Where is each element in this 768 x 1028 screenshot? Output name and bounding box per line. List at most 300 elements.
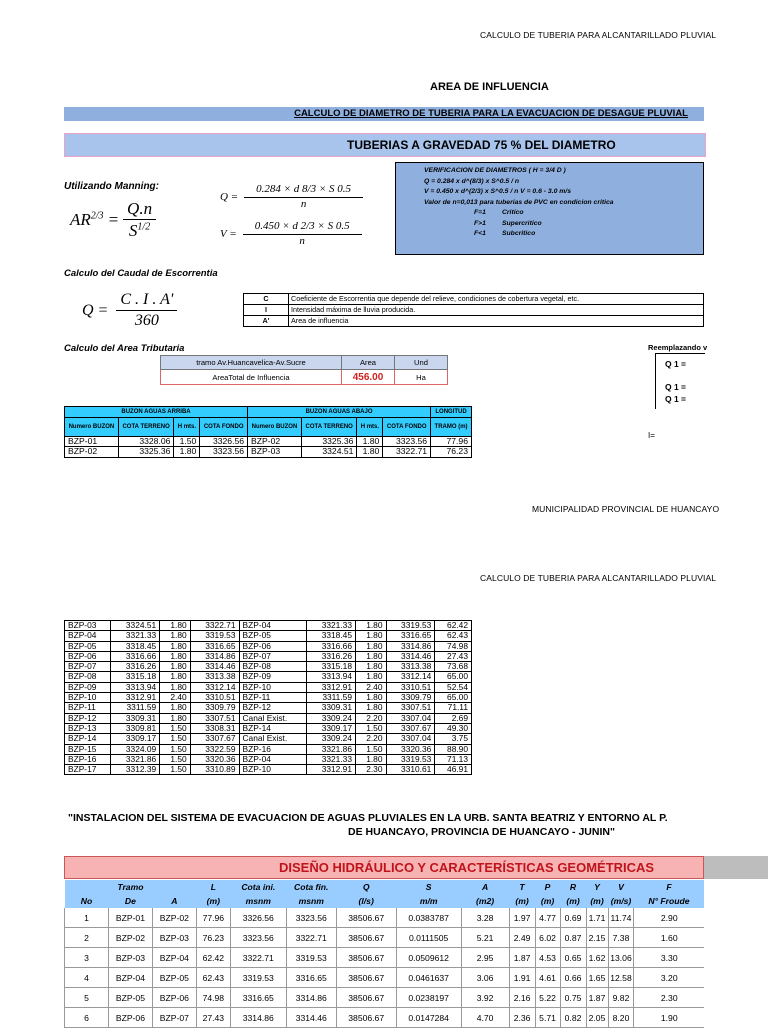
table-cell: 3314.46 <box>386 651 435 661</box>
table-cell: 3307.51 <box>190 713 239 723</box>
table-row <box>65 703 472 713</box>
table-row <box>65 662 472 672</box>
table-cell: 88.90 <box>435 744 472 754</box>
buzon-table-continued <box>64 620 472 775</box>
upstream-header: BUZON AGUAS ARRIBA <box>65 407 248 418</box>
table-row <box>65 734 472 744</box>
table-cell: BZP-14 <box>65 734 111 744</box>
design-cell: 0.87 <box>560 928 586 948</box>
table-cell: 1.80 <box>355 621 386 631</box>
design-cell: 2.16 <box>509 988 535 1008</box>
table-cell: 3307.67 <box>190 734 239 744</box>
table-cell: 46.91 <box>435 765 472 775</box>
column-unit-header: (m) <box>509 894 535 908</box>
col-header: COTA TERRENO <box>301 417 357 436</box>
design-cell: 1.87 <box>509 948 535 968</box>
replacing-note: Reemplazando v <box>648 343 708 352</box>
table-cell: 3318.45 <box>111 641 160 651</box>
column-unit-header: (m) <box>586 894 608 908</box>
table-cell: 3324.09 <box>111 744 160 754</box>
intensity-note: I= <box>648 431 655 440</box>
col-header: Numero BUZON <box>248 417 302 436</box>
design-cell: 0.0238197 <box>396 988 461 1008</box>
table-cell: 1.80 <box>355 641 386 651</box>
table-row <box>65 744 472 754</box>
design-cell: 3.20 <box>634 968 704 988</box>
table-cell: 3313.38 <box>190 672 239 682</box>
design-cell: 3316.65 <box>286 968 336 988</box>
table-cell: Canal Exist. <box>239 734 307 744</box>
verification-box <box>395 162 704 255</box>
table-cell: 3307.51 <box>386 703 435 713</box>
q1-value: Q 1 = <box>665 394 687 404</box>
table-cell: 2.40 <box>355 682 386 692</box>
band-title: CALCULO DE DIAMETRO DE TUBERIA PARA LA EVACUACION DE DESAGUE PLUVIAL <box>294 108 688 119</box>
q1-value: Q 1 = <box>665 382 687 392</box>
design-cell: 62.42 <box>196 948 230 968</box>
table-cell: BZP-15 <box>65 744 111 754</box>
table-cell: 1.80 <box>357 436 383 447</box>
design-cell: 3316.65 <box>230 988 286 1008</box>
table-cell: 49.30 <box>435 723 472 733</box>
table-cell: Canal Exist. <box>239 713 307 723</box>
table-cell: 1.80 <box>160 713 191 723</box>
design-cell: BZP-05 <box>108 988 152 1008</box>
design-title-band-overflow <box>704 856 768 879</box>
table-cell: BZP-04 <box>239 621 307 631</box>
design-cell: 4 <box>65 968 109 988</box>
definition-row: I Intensidad máxima de lluvia producida. <box>244 305 704 316</box>
table-cell: 3310.51 <box>386 682 435 692</box>
table-row <box>65 641 472 651</box>
table-cell: 3322.71 <box>383 447 431 458</box>
table-cell: 3319.53 <box>386 754 435 764</box>
table-cell: 1.80 <box>160 641 191 651</box>
table-cell: 1.80 <box>355 754 386 764</box>
table-cell: 3316.65 <box>190 641 239 651</box>
column-header: F <box>634 880 704 894</box>
table-cell: 1.80 <box>355 672 386 682</box>
table-cell: 3318.45 <box>307 631 356 641</box>
design-cell: 0.82 <box>560 1008 586 1028</box>
table-cell: 2.20 <box>355 734 386 744</box>
design-cell: 12.58 <box>608 968 634 988</box>
table-cell: 3323.56 <box>383 436 431 447</box>
design-cell: 38506.67 <box>336 968 396 988</box>
table-cell: 1.80 <box>160 703 191 713</box>
design-cell: 13.06 <box>608 948 634 968</box>
design-cell: 0.65 <box>560 948 586 968</box>
table-row <box>65 651 472 661</box>
table-cell: 3321.33 <box>111 631 160 641</box>
column-header: P <box>535 880 560 894</box>
table-cell: BZP-04 <box>239 754 307 764</box>
design-cell: 38506.67 <box>336 1008 396 1028</box>
design-cell: 2 <box>65 928 109 948</box>
column-unit-header: (m/s) <box>608 894 634 908</box>
table-cell: 3324.51 <box>301 447 357 458</box>
table-cell: 65.00 <box>435 693 472 703</box>
table-cell: 1.50 <box>160 734 191 744</box>
manning-label: Utilizando Manning: <box>64 181 159 192</box>
design-cell: 2.15 <box>586 928 608 948</box>
design-cell: 38506.67 <box>336 988 396 1008</box>
design-row <box>65 908 705 928</box>
design-cell: 3.28 <box>461 908 509 928</box>
table-cell: 62.42 <box>435 621 472 631</box>
page-header: CALCULO DE TUBERIA PARA ALCANTARILLADO PLUVIAL <box>480 573 717 583</box>
table-cell: 71.13 <box>435 754 472 764</box>
table-cell: 3328.06 <box>118 436 174 447</box>
table-cell: BZP-16 <box>239 744 307 754</box>
design-cell: 0.0461637 <box>396 968 461 988</box>
table-cell: BZP-16 <box>65 754 111 764</box>
design-cell: BZP-02 <box>152 908 196 928</box>
v-formula: V = $\frac{0.450 \times d 2/3 \times S 0.5}{n}$ <box>220 220 362 249</box>
table-cell: 1.80 <box>160 631 191 641</box>
table-cell: 52.54 <box>435 682 472 692</box>
column-header: L <box>196 880 230 894</box>
section-title: AREA DE INFLUENCIA <box>430 81 549 93</box>
column-unit-header: (m2) <box>461 894 509 908</box>
design-cell: 3323.56 <box>286 908 336 928</box>
table-cell: 62.43 <box>435 631 472 641</box>
table-cell: 3309.31 <box>111 713 160 723</box>
table-cell: 3312.91 <box>307 682 356 692</box>
area-header: tramo Av.Huancavelica-Av.Sucre <box>161 356 342 370</box>
table-cell: 1.50 <box>160 723 191 733</box>
column-unit-header: (m) <box>196 894 230 908</box>
design-cell: BZP-07 <box>152 1008 196 1028</box>
table-cell: 3320.36 <box>386 744 435 754</box>
table-cell: BZP-11 <box>239 693 307 703</box>
design-cell: 3322.71 <box>286 928 336 948</box>
table-cell: 3316.26 <box>111 662 160 672</box>
gravity-band <box>64 133 706 157</box>
design-cell: 2.30 <box>634 988 704 1008</box>
table-row <box>65 713 472 723</box>
col-header: COTA TERRENO <box>118 417 174 436</box>
design-cell: 3 <box>65 948 109 968</box>
column-header <box>152 880 196 894</box>
design-cell: 2.90 <box>634 908 704 928</box>
col-header: H mts. <box>357 417 383 436</box>
table-cell: 1.80 <box>160 651 191 661</box>
table-row <box>65 765 472 775</box>
table-cell: 1.80 <box>355 631 386 641</box>
table-cell: 1.80 <box>174 447 200 458</box>
table-cell: 3322.71 <box>190 621 239 631</box>
table-cell: 1.50 <box>355 744 386 754</box>
runoff-label: Calculo del Caudal de Escorrentia <box>64 268 218 279</box>
table-cell: BZP-03 <box>248 447 302 458</box>
table-cell: BZP-02 <box>248 436 302 447</box>
table-cell: 3312.14 <box>190 682 239 692</box>
table-cell: 3326.56 <box>200 436 248 447</box>
length-header: LONGITUD <box>431 407 472 418</box>
area-header: Area <box>342 356 395 370</box>
table-cell: 3313.94 <box>111 682 160 692</box>
table-cell: 3312.14 <box>386 672 435 682</box>
q1-value: Q 1 = <box>665 359 687 369</box>
project-title: "INSTALACION DEL SISTEMA DE EVACUACION DE AGUAS PLUVIALES EN LA URB. SANTA BEATRIZ Y ENTORNO AL P. DE HUANCAYO, PROVINCIA DE HUANCAYO - JUNIN" <box>68 812 668 838</box>
design-cell: 4.61 <box>535 968 560 988</box>
design-cell: 3314.86 <box>230 1008 286 1028</box>
design-cell: BZP-06 <box>108 1008 152 1028</box>
table-cell: BZP-07 <box>239 651 307 661</box>
table-cell: 1.80 <box>355 703 386 713</box>
table-cell: BZP-05 <box>239 631 307 641</box>
design-cell: 3.30 <box>634 948 704 968</box>
table-cell: 3310.89 <box>190 765 239 775</box>
verification-line: V = 0.450 x d^(2/3) x S^0.5 / n V = 0.6 - 3.0 m/s <box>424 188 571 195</box>
design-cell: 38506.67 <box>336 948 396 968</box>
table-cell: BZP-09 <box>65 682 111 692</box>
table-cell: BZP-11 <box>65 703 111 713</box>
design-cell: 0.0509612 <box>396 948 461 968</box>
table-cell: 3315.18 <box>111 672 160 682</box>
design-cell: BZP-01 <box>108 908 152 928</box>
column-header: Cota fin. <box>286 880 336 894</box>
table-cell: 3313.94 <box>307 672 356 682</box>
table-row <box>65 723 472 733</box>
table-cell: BZP-05 <box>65 641 111 651</box>
table-row <box>65 621 472 631</box>
design-cell: 0.0147284 <box>396 1008 461 1028</box>
table-cell: BZP-12 <box>239 703 307 713</box>
table-cell: 3309.24 <box>307 734 356 744</box>
design-cell: 1.71 <box>586 908 608 928</box>
table-cell: 3307.04 <box>386 713 435 723</box>
design-cell: 0.69 <box>560 908 586 928</box>
design-cell: BZP-02 <box>108 928 152 948</box>
table-cell: 3319.53 <box>190 631 239 641</box>
design-cell: 5.21 <box>461 928 509 948</box>
table-cell: 3322.59 <box>190 744 239 754</box>
table-cell: 3325.36 <box>118 447 174 458</box>
design-cell: 3.92 <box>461 988 509 1008</box>
column-header: Q <box>336 880 396 894</box>
definition-row: C Coeficiente de Escorrentia que depende del relieve, condiciones de cobertura vegetal, etc. <box>244 294 704 305</box>
froude-row: F<1 Subcritico <box>474 230 536 237</box>
verification-line: Q = 0.284 x d^(8/3) x S^0.5 / n <box>424 177 520 185</box>
table-row <box>65 447 472 458</box>
design-cell: 3.06 <box>461 968 509 988</box>
table-cell: 3325.36 <box>301 436 357 447</box>
q-formula: Q = $\frac{0.284 \times d 8/3 \times S 0.5}{n}$ <box>220 183 363 212</box>
table-cell: 3313.38 <box>386 662 435 672</box>
table-cell: 3312.91 <box>307 765 356 775</box>
column-unit-header: No <box>65 894 109 908</box>
col-header: COTA FONDO <box>383 417 431 436</box>
column-header: S <box>396 880 461 894</box>
design-row <box>65 928 705 948</box>
table-cell: BZP-10 <box>239 765 307 775</box>
design-row <box>65 988 705 1008</box>
definitions-table <box>243 293 704 327</box>
column-unit-header: (m) <box>560 894 586 908</box>
table-cell: BZP-10 <box>239 682 307 692</box>
column-header: A <box>461 880 509 894</box>
table-cell: 3321.33 <box>307 754 356 764</box>
table-cell: 3314.86 <box>386 641 435 651</box>
page-header: CALCULO DE TUBERIA PARA ALCANTARILLADO PLUVIAL <box>480 30 717 40</box>
table-cell: 3310.51 <box>190 693 239 703</box>
table-cell: 3321.86 <box>307 744 356 754</box>
table-cell: BZP-12 <box>65 713 111 723</box>
table-cell: 1.80 <box>355 693 386 703</box>
design-cell: BZP-05 <box>152 968 196 988</box>
table-cell: 3316.66 <box>307 641 356 651</box>
column-header: Y <box>586 880 608 894</box>
table-cell: 2.30 <box>355 765 386 775</box>
table-cell: 65.00 <box>435 672 472 682</box>
table-cell: BZP-06 <box>239 641 307 651</box>
table-cell: 3309.81 <box>111 723 160 733</box>
table-cell: 3312.39 <box>111 765 160 775</box>
table-cell: 3311.59 <box>307 693 356 703</box>
area-unit: Ha <box>395 370 448 385</box>
design-cell: 0.0111505 <box>396 928 461 948</box>
column-unit-header: (m) <box>535 894 560 908</box>
design-cell: 3314.86 <box>286 988 336 1008</box>
design-cell: 3322.71 <box>230 948 286 968</box>
table-cell: 3320.36 <box>190 754 239 764</box>
design-cell: 74.98 <box>196 988 230 1008</box>
design-cell: 5.22 <box>535 988 560 1008</box>
buzon-table <box>64 406 472 458</box>
column-header: V <box>608 880 634 894</box>
design-cell: 27.43 <box>196 1008 230 1028</box>
table-cell: 1.80 <box>355 662 386 672</box>
table-cell: BZP-08 <box>239 662 307 672</box>
table-cell: 1.80 <box>355 651 386 661</box>
area-row-label: AreaTotal de Influencia <box>161 370 342 385</box>
design-cell: 1.62 <box>586 948 608 968</box>
design-table <box>64 880 704 1028</box>
table-cell: 3308.31 <box>190 723 239 733</box>
table-cell: 3314.46 <box>190 662 239 672</box>
design-cell: 4.77 <box>535 908 560 928</box>
design-cell: BZP-04 <box>152 948 196 968</box>
table-row <box>65 693 472 703</box>
table-cell: 1.50 <box>355 723 386 733</box>
design-cell: BZP-06 <box>152 988 196 1008</box>
table-cell: BZP-17 <box>65 765 111 775</box>
table-cell: 3321.86 <box>111 754 160 764</box>
rational-formula: Q = $\frac{C . I . A'}{360}$ <box>82 290 177 331</box>
area-header: Und <box>395 356 448 370</box>
table-cell: BZP-06 <box>65 651 111 661</box>
column-header: Cota ini. <box>230 880 286 894</box>
table-cell: 1.80 <box>357 447 383 458</box>
verification-title: VERIFICACION DE DIAMETROS ( H = 3/4 D ) <box>424 167 566 174</box>
table-cell: 3323.56 <box>200 447 248 458</box>
design-cell: 62.43 <box>196 968 230 988</box>
page-footer: MUNICIPALIDAD PROVINCIAL DE HUANCAYO <box>532 504 720 514</box>
froude-row: F=1 Critico <box>474 209 524 216</box>
table-cell: BZP-02 <box>65 447 119 458</box>
design-cell: 0.66 <box>560 968 586 988</box>
table-cell: 3.75 <box>435 734 472 744</box>
table-row <box>65 672 472 682</box>
design-cell: 2.95 <box>461 948 509 968</box>
table-cell: BZP-03 <box>65 621 111 631</box>
design-row <box>65 948 705 968</box>
design-cell: 4.53 <box>535 948 560 968</box>
table-cell: 3315.18 <box>307 662 356 672</box>
table-cell: 3324.51 <box>111 621 160 631</box>
design-cell: BZP-03 <box>108 948 152 968</box>
design-cell: 1.90 <box>634 1008 704 1028</box>
table-cell: BZP-04 <box>65 631 111 641</box>
design-cell: 4.70 <box>461 1008 509 1028</box>
design-cell: 3326.56 <box>230 908 286 928</box>
design-cell: 0.75 <box>560 988 586 1008</box>
column-unit-header: m/m <box>396 894 461 908</box>
area-label: Calculo del Area Tributaria <box>64 343 185 354</box>
definition-row: A' Area de influencia <box>244 316 704 327</box>
design-cell: 3323.56 <box>230 928 286 948</box>
design-cell: 1 <box>65 908 109 928</box>
table-cell: 76.23 <box>431 447 472 458</box>
table-cell: 1.50 <box>160 744 191 754</box>
table-cell: 3307.67 <box>386 723 435 733</box>
design-cell: 38506.67 <box>336 928 396 948</box>
column-unit-header: (l/s) <box>336 894 396 908</box>
column-header: Tramo <box>108 880 152 894</box>
design-cell: 1.65 <box>586 968 608 988</box>
table-cell: 3309.79 <box>386 693 435 703</box>
design-title-band <box>64 856 704 879</box>
table-cell: 1.80 <box>160 662 191 672</box>
area-value: 456.00 <box>342 370 395 385</box>
table-cell: 77.96 <box>431 436 472 447</box>
design-row <box>65 1008 705 1028</box>
design-cell: 7.38 <box>608 928 634 948</box>
table-cell: BZP-01 <box>65 436 119 447</box>
column-unit-header: msnm <box>230 894 286 908</box>
design-cell: 6.02 <box>535 928 560 948</box>
col-header: H mts. <box>174 417 200 436</box>
table-cell: 3316.65 <box>386 631 435 641</box>
table-cell: 1.50 <box>160 754 191 764</box>
column-header: R <box>560 880 586 894</box>
design-cell: 1.91 <box>509 968 535 988</box>
table-cell: 1.80 <box>160 621 191 631</box>
design-cell: 76.23 <box>196 928 230 948</box>
table-cell: BZP-07 <box>65 662 111 672</box>
design-cell: 77.96 <box>196 908 230 928</box>
col-header: TRAMO (m) <box>431 417 472 436</box>
table-cell: 3309.79 <box>190 703 239 713</box>
table-row <box>65 631 472 641</box>
table-cell: 1.50 <box>160 765 191 775</box>
table-cell: 3309.17 <box>307 723 356 733</box>
table-cell: 3310.61 <box>386 765 435 775</box>
table-cell: 3307.04 <box>386 734 435 744</box>
column-header: T <box>509 880 535 894</box>
design-cell: 2.05 <box>586 1008 608 1028</box>
column-unit-header: De <box>108 894 152 908</box>
table-cell: 74.98 <box>435 641 472 651</box>
design-cell: 38506.67 <box>336 908 396 928</box>
manning-formula: $AR^{2/3}$ = $\frac{Q.n}{S^{1/2}}$ <box>70 198 156 242</box>
column-unit-header: N° Froude <box>634 894 704 908</box>
table-cell: 73.68 <box>435 662 472 672</box>
verification-line: Valor de n=0,013 para tuberias de PVC en condicion critica <box>424 198 614 206</box>
table-cell: 71.11 <box>435 703 472 713</box>
